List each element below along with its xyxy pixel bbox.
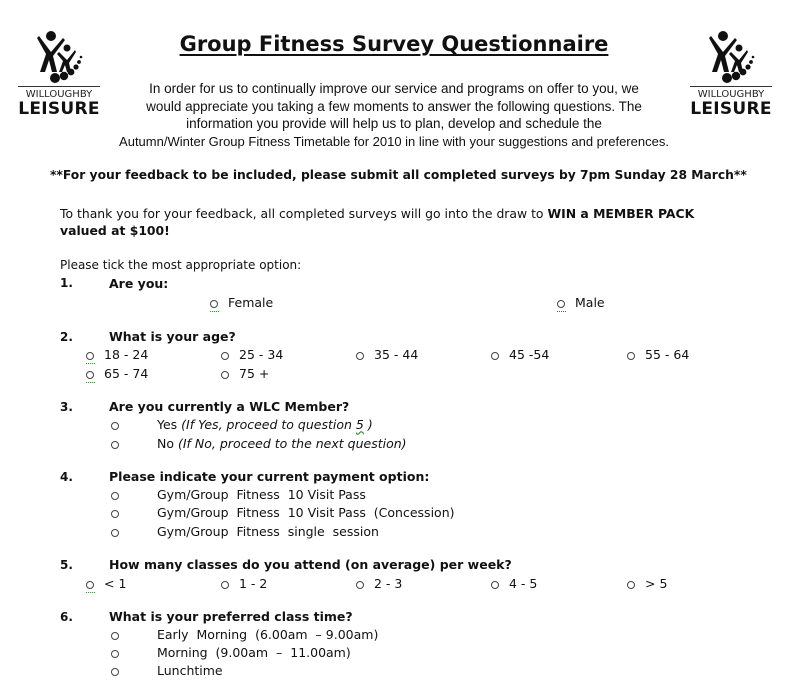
option-label: Morning (9.00am – 11.00am): [157, 645, 351, 660]
radio-button-icon[interactable]: [111, 650, 119, 658]
option-note-text: ): [363, 417, 373, 432]
radio-button-icon[interactable]: [221, 581, 229, 589]
question-3-text: Are you currently a WLC Member?: [109, 399, 350, 414]
option-label: No: [157, 436, 174, 451]
question-number: 6.: [60, 610, 73, 624]
question-number: 5.: [60, 558, 73, 572]
radio-button-icon[interactable]: [356, 581, 364, 589]
intro-paragraph: [80, 80, 708, 150]
deadline-notice: **For your feedback to be included, please submit all completed surveys by 7pm Sunday 28 March**: [50, 168, 747, 182]
option-label: Gym/Group Fitness single session: [157, 524, 379, 539]
logo-org-small: WILLOUGHBY: [25, 89, 93, 100]
logo-org-small: WILLOUGHBY: [697, 89, 765, 100]
intro-line: would appreciate you taking a few moments to answer the following questions. The: [146, 98, 642, 114]
option-note-text: (If Yes, proceed to question: [181, 417, 356, 432]
question-4-text: Please indicate your current payment option:: [109, 469, 430, 484]
radio-button-icon[interactable]: [111, 510, 119, 518]
option-label: Female: [228, 295, 274, 310]
question-5-text: How many classes do you attend (on average) per week?: [109, 557, 512, 572]
option-classes-4-5[interactable]: [491, 576, 537, 591]
option-payment-single-session[interactable]: [111, 524, 379, 539]
radio-button-icon[interactable]: [111, 668, 119, 676]
option-female[interactable]: [210, 295, 273, 310]
radio-button-icon[interactable]: [86, 352, 94, 360]
option-label: 25 - 34: [239, 347, 284, 362]
radio-button-icon[interactable]: [627, 581, 635, 589]
option-label: 18 - 24: [104, 347, 149, 362]
question-2-text: What is your age?: [109, 329, 236, 344]
option-payment-10-visit-concession[interactable]: [111, 505, 455, 520]
question-1-text: Are you:: [109, 276, 169, 291]
option-classes-2-3[interactable]: [356, 576, 402, 591]
option-age-35-44[interactable]: [356, 347, 418, 362]
option-label: 35 - 44: [374, 347, 419, 362]
option-age-65-74[interactable]: [86, 366, 148, 381]
option-note-number: 5: [355, 417, 364, 432]
question-number: 1.: [60, 276, 73, 290]
radio-button-icon[interactable]: [111, 422, 119, 430]
option-label: < 1: [104, 576, 127, 591]
option-time-lunchtime[interactable]: [111, 663, 223, 678]
option-note: (If No, proceed to the next question): [177, 436, 407, 451]
option-label: 75 +: [239, 366, 270, 381]
radio-button-icon[interactable]: [111, 441, 119, 449]
radio-button-icon[interactable]: [221, 371, 229, 379]
prize-value: valued at $100!: [60, 223, 170, 238]
option-classes-more-5[interactable]: [627, 576, 667, 591]
option-label: Early Morning (6.00am – 9.00am): [157, 627, 379, 642]
radio-button-icon[interactable]: [491, 581, 499, 589]
radio-button-icon[interactable]: [356, 352, 364, 360]
option-classes-less-1[interactable]: [86, 576, 126, 591]
option-age-18-24[interactable]: [86, 347, 148, 362]
option-label: 1 - 2: [239, 576, 268, 591]
option-label: 55 - 64: [645, 347, 690, 362]
prize-draw-notice: [60, 205, 694, 239]
radio-button-icon[interactable]: [491, 352, 499, 360]
option-classes-1-2[interactable]: [221, 576, 267, 591]
option-label: Gym/Group Fitness 10 Visit Pass (Concession): [157, 505, 455, 520]
option-label: Lunchtime: [157, 663, 223, 678]
intro-line: Autumn/Winter Group Fitness Timetable for 2010 in line with your suggestions and preferences.: [119, 133, 669, 149]
question-number: 3.: [60, 400, 73, 414]
option-age-75-plus[interactable]: [221, 366, 269, 381]
option-label: Male: [575, 295, 605, 310]
option-age-25-34[interactable]: [221, 347, 283, 362]
radio-button-icon[interactable]: [111, 632, 119, 640]
radio-button-icon[interactable]: [86, 581, 94, 589]
radio-button-icon[interactable]: [627, 352, 635, 360]
intro-line: information you provide will help us to plan, develop and schedule the: [186, 116, 602, 131]
option-age-45-54[interactable]: [491, 347, 549, 362]
question-6-text: What is your preferred class time?: [109, 609, 353, 624]
option-payment-10-visit[interactable]: [111, 487, 366, 502]
option-label: 4 - 5: [509, 576, 538, 591]
option-note: [181, 417, 373, 432]
intro-line: In order for us to continually improve our service and programs on offer to you, we: [149, 81, 639, 96]
option-label: Gym/Group Fitness 10 Visit Pass: [157, 487, 366, 502]
option-member-yes[interactable]: [111, 417, 373, 432]
option-label: 2 - 3: [374, 576, 403, 591]
page-title-text: Group Fitness Survey Questionnaire: [179, 32, 609, 56]
option-age-55-64[interactable]: [627, 347, 689, 362]
option-male[interactable]: [557, 295, 605, 310]
option-label: > 5: [645, 576, 668, 591]
option-time-morning[interactable]: [111, 645, 351, 660]
option-member-no[interactable]: [111, 436, 407, 451]
option-label: 45 -54: [509, 347, 550, 362]
instruction-text: Please tick the most appropriate option:: [60, 258, 302, 272]
logo-org-big: LEISURE: [18, 99, 100, 119]
prize-text: To thank you for your feedback, all completed surveys will go into the draw to: [60, 206, 548, 221]
option-time-early-morning[interactable]: [111, 627, 378, 642]
question-number: 4.: [60, 470, 73, 484]
radio-button-icon[interactable]: [86, 371, 94, 379]
question-number: 2.: [60, 330, 73, 344]
radio-button-icon[interactable]: [221, 352, 229, 360]
logo-org-big: LEISURE: [690, 99, 772, 119]
option-label: 65 - 74: [104, 366, 149, 381]
option-label: Yes: [157, 417, 178, 432]
radio-button-icon[interactable]: [111, 492, 119, 500]
prize-highlight: WIN a MEMBER PACK: [547, 206, 695, 221]
radio-button-icon[interactable]: [557, 300, 565, 308]
page-title: [0, 32, 788, 56]
radio-button-icon[interactable]: [210, 300, 218, 308]
radio-button-icon[interactable]: [111, 529, 119, 537]
